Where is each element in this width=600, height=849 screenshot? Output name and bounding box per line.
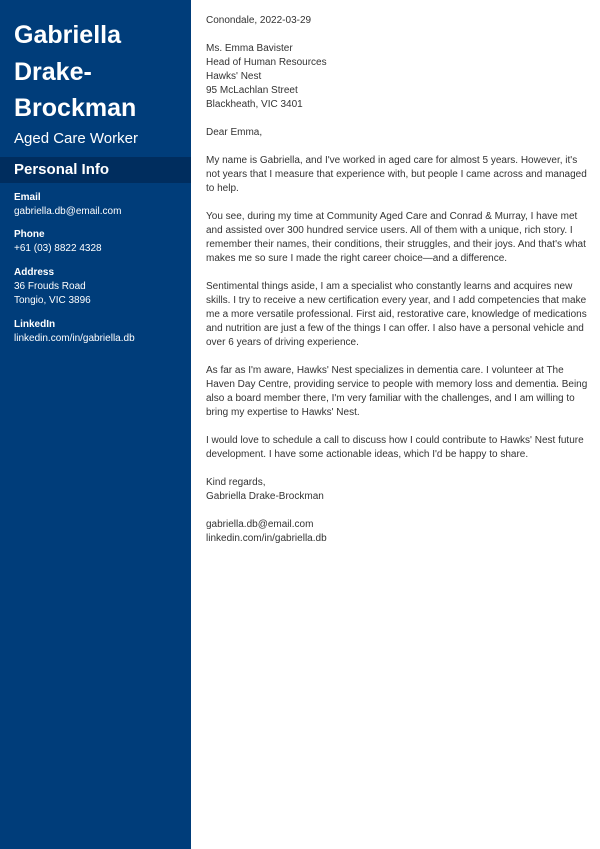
phone-value: +61 (03) 8822 4328 [14,243,102,254]
name-line-3: Brockman [14,94,137,122]
address-label: Address [14,266,55,278]
sidebar [0,0,191,849]
recipient-position: Head of Human Resources [206,57,327,68]
greeting: Dear Emma, [206,127,263,138]
paragraph: I would love to schedule a call to discuss how I could contribute to Hawks' Nest future development. I have some actionable ideas, which I'd be happy to share. [206,435,584,460]
footer-contact [206,518,588,546]
phone-label: Phone [14,229,45,240]
address-line-1: 36 Frouds Road [14,280,86,292]
email-label: Email [14,191,41,203]
recipient-company: Hawks' Nest [206,71,262,82]
personal-info [0,183,191,347]
paragraph: My name is Gabriella, and I've worked in aged care for almost 5 years. However, it's not years that I measure that experience with, but people I came across and managed to help. [206,155,587,194]
linkedin-value[interactable]: linkedin.com/in/gabriella.db [14,332,135,344]
email-info [14,191,191,220]
linkedin-info [14,318,191,347]
letter-date: Conondale, 2022-03-29 [206,15,312,26]
paragraph: As far as I'm aware, Hawks' Nest specializes in dementia care. I volunteer at The Haven Day Centre, providing service to people with memory loss and dementia. Being also a board member there, I'm very familiar with the challenges, and I am willing to bring my expertise to Hawks' Nest. [206,365,588,418]
address-info [14,266,191,309]
job-title: Aged Care Worker [14,129,138,147]
linkedin-label: LinkedIn [14,318,56,330]
name-line-2: Drake- [14,57,92,86]
paragraph: Sentimental things aside, I am a specialist who constantly learns and acquires new skills. I try to receive a new certification every year, and I add competencies that make me a more versatile professional. First aid, restorative care, knowledge of medications and nutrition are just a few of the things I can offer. I also have a personal vehicle and over 6 years of driving experience. [206,281,587,348]
letter-body [206,14,588,546]
recipient-street: 95 McLachlan Street [206,85,298,96]
closing: Kind regards, [206,477,266,488]
footer-linkedin[interactable]: linkedin.com/in/gabriella.db [206,533,327,544]
applicant-name [0,0,191,127]
email-value[interactable]: gabriella.db@email.com [14,205,122,217]
footer-email[interactable]: gabriella.db@email.com [206,519,314,530]
recipient-name: Ms. Emma Bavister [206,43,293,54]
signature: Gabriella Drake-Brockman [206,491,324,502]
name-line-1: Gabriella [14,21,121,49]
paragraph: You see, during my time at Community Aged Care and Conrad & Murray, I have met and assisted over 300 hundred service users. All of them with a unique, rich story. I remember their names, their conditions, their struggles, and their joys. And that's what makes me so sure I made the right career choice—and a difference. [206,211,586,264]
personal-info-header: Personal Info [0,157,191,183]
address-line-2: Tongio, VIC 3896 [14,295,91,306]
recipient-block [206,42,588,112]
closing-block [206,476,588,504]
phone-info [14,228,191,257]
recipient-city: Blackheath, VIC 3401 [206,99,303,110]
